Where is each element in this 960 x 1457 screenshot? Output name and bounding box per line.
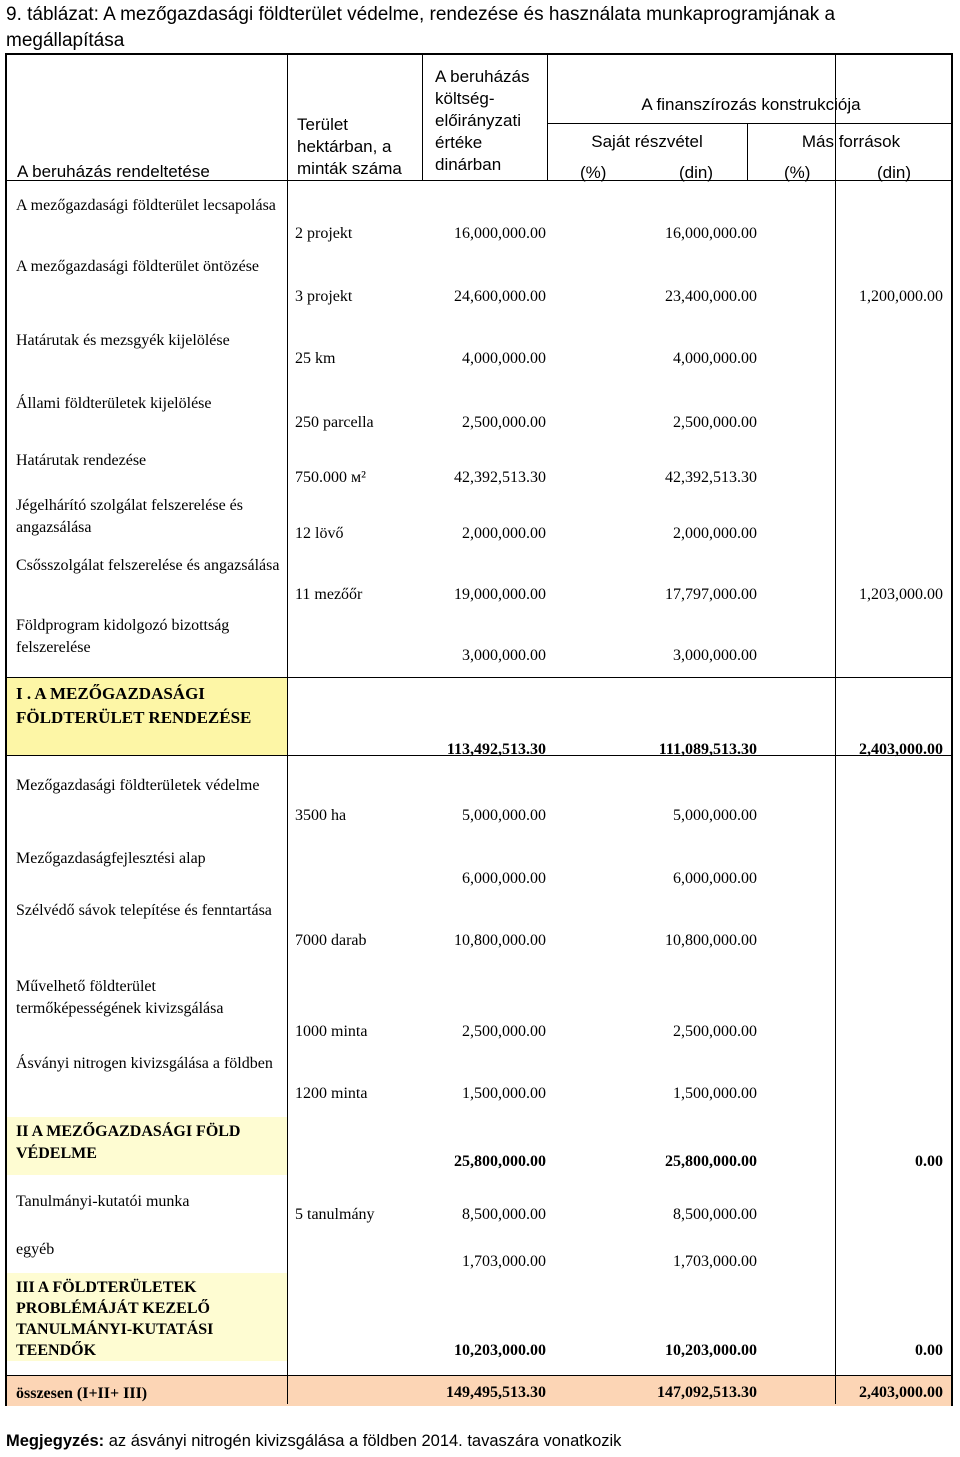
row-own: 10,800,000.00 — [665, 932, 757, 949]
row-other: 2,403,000.00 — [859, 741, 943, 758]
row-own: 16,000,000.00 — [665, 225, 757, 242]
row-own: 5,000,000.00 — [673, 807, 757, 824]
footnote-text: az ásványi nitrogén kivizsgálása a földben 2014. tavaszára vonatkozik — [104, 1432, 622, 1450]
col-line — [835, 55, 836, 1404]
row-cost: 42,392,513.30 — [454, 469, 546, 486]
header-din-own: (din) — [679, 163, 714, 182]
row-label: Határutak és mezsgyék kijelölése — [16, 332, 230, 349]
row-cost: 24,600,000.00 — [454, 288, 546, 305]
row-other: 1,203,000.00 — [859, 586, 943, 603]
row-area: 750.000 м² — [295, 469, 366, 486]
row-label: Határutak rendezése — [16, 452, 147, 469]
row-cost: 25,800,000.00 — [454, 1153, 546, 1170]
row-label: Mezőgazdaságfejlesztési alap — [16, 850, 206, 867]
row-area: 3500 ha — [295, 807, 347, 824]
row-label: A mezőgazdasági földterület lecsapolása — [16, 197, 276, 214]
total-other: 2,403,000.00 — [859, 1384, 943, 1401]
total-label: összesen (I+II+ III) — [16, 1385, 148, 1402]
header-din-other: (din) — [877, 163, 912, 182]
row-own: 42,392,513.30 — [665, 469, 757, 486]
row-own: 3,000,000.00 — [673, 647, 757, 664]
row-cost: 16,000,000.00 — [454, 225, 546, 242]
row-own: 17,797,000.00 — [665, 586, 757, 603]
total-cost: 149,495,513.30 — [446, 1384, 546, 1401]
row-area: 11 mezőőr — [295, 586, 363, 603]
row-other: 0.00 — [915, 1342, 943, 1359]
section-label-2: II A MEZŐGAZDASÁGI FÖLD VÉDELME — [16, 1123, 241, 1162]
program-table — [5, 53, 953, 1406]
row-label: Mezőgazdasági földterületek védelme — [16, 777, 260, 794]
col-line — [547, 55, 548, 180]
row-cost: 8,500,000.00 — [462, 1206, 546, 1223]
row-cost: 2,500,000.00 — [462, 414, 546, 431]
header-financing: A finanszírozás konstrukciója — [641, 95, 861, 114]
row-own: 111,089,513.30 — [658, 741, 757, 758]
row-label: A mezőgazdasági földterület öntözése — [16, 258, 260, 275]
row-cost: 1,500,000.00 — [462, 1085, 546, 1102]
row-other: 0.00 — [915, 1153, 943, 1170]
row-label: Tanulmányi-kutatói munka — [16, 1193, 190, 1210]
page-title: 9. táblázat: A mezőgazdasági földterület védelme, rendezése és használata munkaprogramjának a megállapítása — [6, 4, 836, 51]
header-other: Más források — [801, 132, 901, 151]
row-cost: 19,000,000.00 — [454, 586, 546, 603]
row-label: Művelhető földterület termőképességének kivizsgálása — [16, 978, 224, 1017]
row-cost: 1,703,000.00 — [462, 1253, 546, 1270]
row-label: Ásványi nitrogen kivizsgálása a földben — [16, 1055, 273, 1072]
row-own: 2,500,000.00 — [673, 1023, 757, 1040]
header-cost: A beruházás költség-előirányzati értéke dinárban — [435, 67, 530, 174]
row-cost: 3,000,000.00 — [462, 647, 546, 664]
row-cost: 4,000,000.00 — [462, 350, 546, 367]
row-area: 12 lövő — [295, 525, 344, 542]
header-own: Saját részvétel — [591, 132, 703, 151]
header-area: Terület hektárban, a minták száma — [297, 115, 402, 178]
row-own: 8,500,000.00 — [673, 1206, 757, 1223]
footnote — [6, 1432, 621, 1451]
row-area: 1200 minta — [295, 1085, 368, 1102]
row-area: 5 tanulmány — [295, 1206, 375, 1223]
col-line — [287, 55, 288, 1404]
row-label: Földprogram kidolgozó bizottság felszerelése — [16, 617, 230, 656]
row-cost: 5,000,000.00 — [462, 807, 546, 824]
row-label: Csősszolgálat felszerelése és angazsálása — [16, 557, 280, 574]
row-label: Jégelhárító szolgálat felszerelése és angazsálása — [16, 497, 243, 536]
header-pct-other: (%) — [784, 163, 811, 182]
row-area: 25 km — [295, 350, 336, 367]
header-purpose: A beruházás rendeltetése — [17, 162, 210, 181]
row-label: Szélvédő sávok telepítése és fenntartása — [16, 902, 272, 919]
row-cost: 2,500,000.00 — [462, 1023, 546, 1040]
row-area: 250 parcella — [295, 414, 374, 431]
row-own: 2,000,000.00 — [673, 525, 757, 542]
row-own: 23,400,000.00 — [665, 288, 757, 305]
col-line — [422, 55, 423, 180]
section-label-3: III A FÖLDTERÜLETEK PROBLÉMÁJÁT KEZELŐ TANULMÁNYI-KUTATÁSI TEENDŐK — [16, 1279, 214, 1359]
row-cost: 10,800,000.00 — [454, 932, 546, 949]
row-cost: 10,203,000.00 — [454, 1342, 546, 1359]
row-area: 7000 darab — [295, 932, 367, 949]
row-label: Állami földterületek kijelölése — [16, 395, 212, 412]
row-other: 1,200,000.00 — [859, 288, 943, 305]
row-own: 25,800,000.00 — [665, 1153, 757, 1170]
row-area: 2 projekt — [295, 225, 353, 242]
row-own: 4,000,000.00 — [673, 350, 757, 367]
row-line — [7, 1375, 951, 1376]
header-pct-own: (%) — [580, 163, 607, 182]
row-line — [547, 123, 951, 124]
section-label-1: I . A MEZŐGAZDASÁGI FÖLDTERÜLET RENDEZÉSE — [16, 684, 252, 727]
row-cost: 6,000,000.00 — [462, 870, 546, 887]
row-own: 1,500,000.00 — [673, 1085, 757, 1102]
row-cost: 2,000,000.00 — [462, 525, 546, 542]
row-label: egyéb — [16, 1241, 55, 1258]
row-own: 2,500,000.00 — [673, 414, 757, 431]
row-area: 3 projekt — [295, 288, 353, 305]
row-line — [7, 677, 951, 678]
total-own: 147,092,513.30 — [657, 1384, 757, 1401]
row-area: 1000 minta — [295, 1023, 368, 1040]
row-cost: 113,492,513.30 — [446, 741, 546, 758]
footnote-label: Megjegyzés: — [6, 1432, 105, 1450]
row-own: 10,203,000.00 — [665, 1342, 757, 1359]
row-own: 6,000,000.00 — [673, 870, 757, 887]
row-own: 1,703,000.00 — [673, 1253, 757, 1270]
